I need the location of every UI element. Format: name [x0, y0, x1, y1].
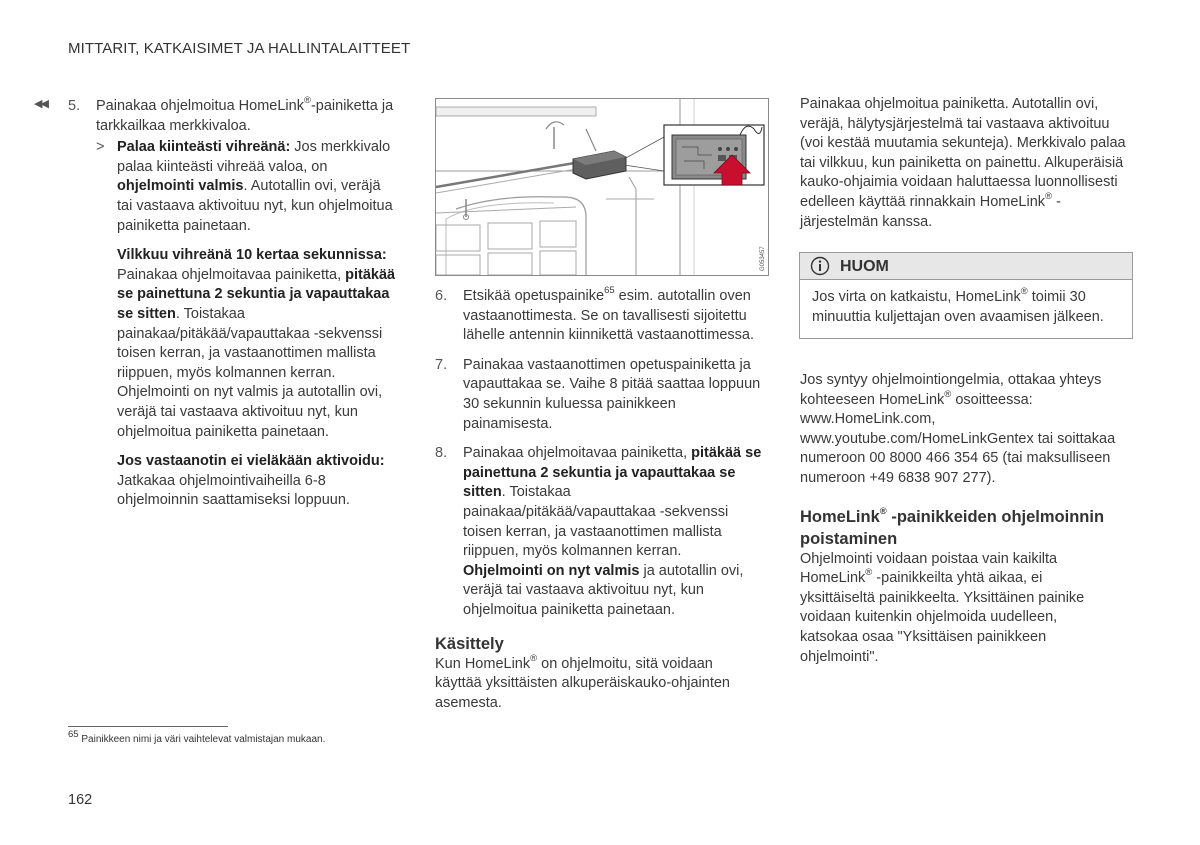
- column-3-lower: [800, 371, 1130, 667]
- page-header: MITTARIT, KATKAISIMET JA HALLINTALAITTEET: [68, 40, 411, 57]
- delete-heading: HomeLink® -painikkeiden ohjelmoinnin poistaminen: [800, 506, 1105, 548]
- step-6-text: Etsikää opetuspainike$^{65}$ esim. autotallin oven vastaanottimesta. Se on tavallisesti sijoitettu lähelle antennin kiinnikettä vastaanottimessa.: [463, 285, 754, 344]
- step-7: [435, 356, 765, 434]
- result-blinks-text: Vilkkuu vihreänä 10 kertaa sekunnissa: Painakaa ohjelmoitavaa painiketta, pitäkää se painettuna 2 sekuntia ja vapauttakaa se sitten. Toistakaa painakaa/pitäkää/vapauttakaa -sekvenssi toisen kerran, ja vastaanottimen mallista riippuen, myös kolmannen kerran. Ohjelmointi on nyt valmis ja autotallin ovi, veräjä tai vastaava aktivoituu nyt, kun ohjelmoitua painiketta painetaan.: [117, 247, 396, 440]
- result-green-steady: [68, 138, 398, 236]
- column-2: [435, 287, 765, 713]
- step-number: 6.: [435, 288, 448, 304]
- delete-text: Ohjelmointi voidaan poistaa vain kaikilta HomeLink® -painikkeilta yhtä aikaa, ei yksittäiseltä painikkeelta. Yksittäinen painike voidaan kuitenkin ohjelmoida uudelleen, katsokaa osaa "Yksittäisen painikkeen ohjelmointi".: [800, 550, 1085, 665]
- info-icon: [810, 256, 830, 276]
- sub-marker: >: [96, 139, 105, 156]
- back-arrows-icon[interactable]: ◀◀: [34, 98, 47, 110]
- step-5: [68, 97, 398, 136]
- step-number: 7.: [435, 356, 448, 373]
- contact-text: Jos syntyy ohjelmointiongelmia, ottakaa yhteys kohteeseen HomeLink® osoitteessa: www.HomeLink.com, www.youtube.com/HomeLinkGentex tai soittakaa numeroon 00 8000 466 354 65 (tai maksulliseen numeroon +49 6838 907 277).: [800, 372, 1116, 486]
- step-number: 5.: [68, 98, 81, 114]
- step-8: [435, 444, 765, 620]
- intro-text: Painakaa ohjelmoitua painiketta. Autotallin ovi, veräjä, hälytysjärjestelmä tai vastaava aktivoituu (voi kestää muutamia sekunteja). Merkkivalo palaa tai vilkkuu, kun painiketta on painettu. Alkuperäisiä kauko-ohjaimia voidaan haluttaessa luonnollisesti edelleen käyttää rinnakkain HomeLink® -järjestelmän kanssa.: [800, 96, 1126, 230]
- footnote-divider: [68, 726, 228, 727]
- step-8-text: Painakaa ohjelmoitavaa painiketta, pitäkää se painettuna 2 sekuntia ja vapauttakaa se sitten. Toistakaa painakaa/pitäkää/vapauttakaa -sekvenssi toisen kerran, ja vastaanottimen mallista riippuen, myös kolmannen kerran. Ohjelmointi on nyt valmis ja autotallin ovi, veräjä tai vastaava aktivoituu nyt, kun ohjelmoitua painiketta painetaan.: [463, 445, 762, 618]
- note-title: HUOM: [840, 258, 889, 275]
- figure-code-wrap: [758, 241, 768, 275]
- page-number: 162: [68, 792, 93, 808]
- green-steady-text: Palaa kiinteästi vihreänä: Jos merkkivalo palaa kiinteästi vihreää valoa, on ohjelmointi valmis. Autotallin ovi, veräjä tai vastaava aktivoituu nyt, kun ohjelmoitua painiketta painetaan.: [117, 139, 393, 234]
- step-7-text: Painakaa vastaanottimen opetuspainiketta ja vapauttakaa se. Vaihe 8 pitää saattaa loppuun 30 sekunnin kuluessa painikkeen painamisesta.: [463, 356, 761, 432]
- footnote: $^{65}$ Painikkeen nimi ja väri vaihtelevat valmistajan mukaan.: [68, 728, 326, 745]
- step-number: 8.: [435, 445, 448, 462]
- column-3: [800, 95, 1130, 232]
- step-5-text: Painakaa ohjelmoitua HomeLink®-painiketta ja tarkkailkaa merkkivaloa.: [96, 95, 394, 134]
- kasittely-heading: Käsittely: [435, 634, 504, 653]
- note-box: [799, 252, 1133, 339]
- column-1: [68, 97, 398, 511]
- figure-code: G053457: [760, 246, 766, 271]
- result-not-active-text: Jos vastaanotin ei vieläkään aktivoidu: Jatkakaa ohjelmointivaiheilla 6-8 ohjelmoinnin saattamiseksi loppuun.: [117, 453, 385, 509]
- note-body: Jos virta on katkaistu, HomeLink® toimii 30 minuuttia kuljettajan oven avaamisen jälkeen.: [812, 286, 1104, 325]
- step-6: [435, 287, 765, 346]
- garage-opener-illustration: [435, 98, 769, 276]
- note-header: [800, 253, 1132, 280]
- garage-door-receiver-image: [436, 99, 768, 275]
- kasittely-text: Kun HomeLink® on ohjelmoitu, sitä voidaan käyttää yksittäisten alkuperäiskauko-ohjainten asemesta.: [435, 652, 730, 711]
